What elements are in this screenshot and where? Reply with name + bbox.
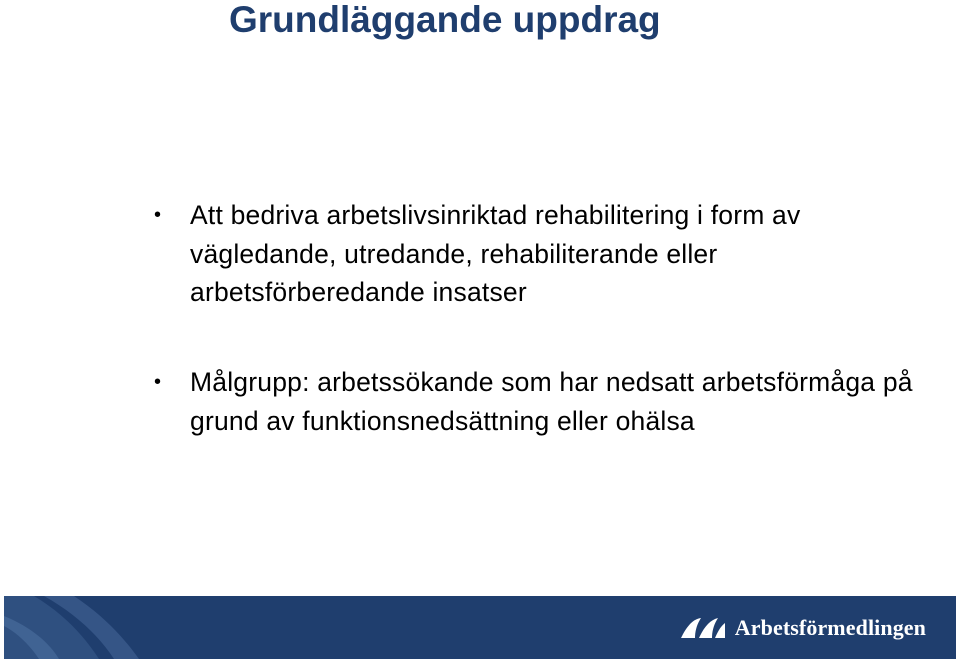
logo-text: Arbetsförmedlingen: [734, 615, 926, 640]
slide-title: Grundläggande uppdrag: [229, 0, 661, 40]
bullet-marker: •: [154, 371, 162, 393]
bullet-marker: •: [154, 204, 162, 226]
bullet-text-target-group: Målgrupp: arbetssökande som har nedsatt arbetsförmåga på grund av funktionsnedsättning eller ohälsa: [190, 367, 913, 436]
footer-wave-pattern-icon: [4, 596, 234, 659]
bullet-text-mission: Att bedriva arbetslivsinriktad rehabilitering i form av vägledande, utredande, rehabiliterande eller arbetsförberedande insatser: [190, 200, 801, 307]
footer-band: [4, 596, 956, 659]
arbetsformedlingen-logo-mark-icon: [679, 616, 727, 640]
bullet-item-target-group: [154, 363, 914, 440]
arbetsformedlingen-logo: [679, 614, 926, 642]
bullet-item-mission: [154, 196, 914, 312]
